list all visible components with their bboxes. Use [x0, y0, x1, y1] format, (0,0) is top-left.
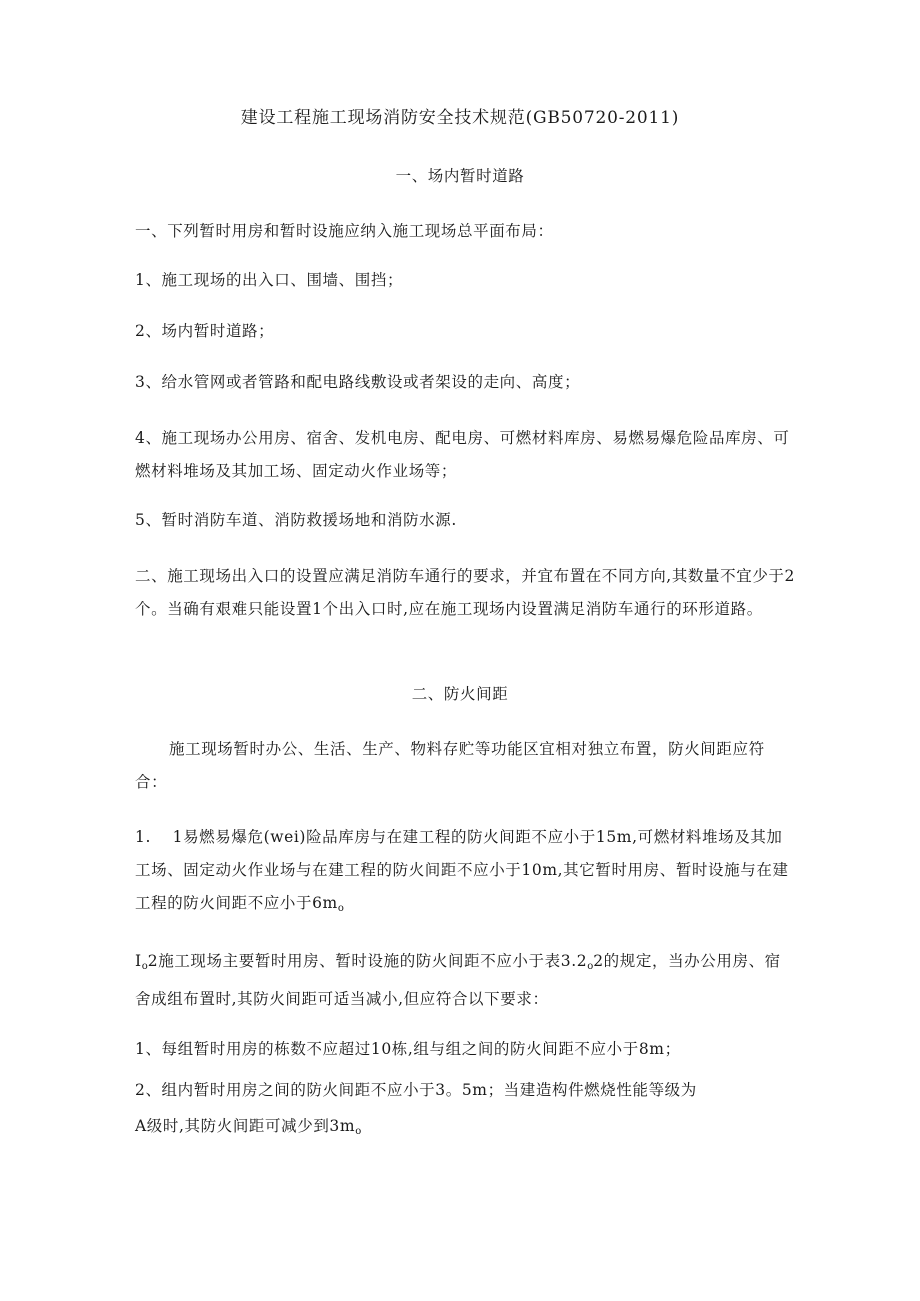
list-item-buildings: 4、施工现场办公用房、宿舍、发机电房、配电房、可燃材料库房、易燃易爆危险品库房、可燃材料堆场及其加工场、固定动火作业场等； — [135, 429, 790, 480]
section-heading-temporary-roads: 一、场内暂时道路 — [395, 167, 525, 185]
requirement-a-grade — [135, 1116, 795, 1142]
rule-1-text: 1. 1易燃易爆危(wei)险品库房与在建工程的防火间距不应小于15m,可燃材料堆场及其加工场、固定动火作业场与在建工程的防火间距不应小于10m,其它暂时用房、暂时设施与在建工程的防火间距不应小于6m — [135, 828, 789, 912]
rule-2-prefix-sub: o — [141, 961, 148, 972]
list-item-fire-lanes: 5、暂时消防车道、消防救援场地和消防水源. — [135, 511, 457, 529]
list-item-pipelines: 3、给水管网或者管路和配电路线敷设或者架设的走向、高度； — [135, 373, 581, 391]
list-item-roads: 2、场内暂时道路； — [135, 322, 275, 340]
paragraph-separation-rule-2 — [135, 945, 795, 1016]
requirement-a-grade-text: A级时,其防火间距可减少到3m — [135, 1117, 356, 1135]
paragraph-layout-intro: 一、下列暂时用房和暂时设施应纳入施工现场总平面布局： — [135, 222, 554, 240]
paragraph-separation-rule-1 — [135, 821, 795, 925]
rule-2-text: 2施工现场主要暂时用房、暂时设施的防火间距不应小于表3.2 — [147, 952, 588, 970]
rule-1-suffix: o — [337, 903, 344, 914]
document-title: 建设工程施工现场消防安全技术规范(GB50720-2011) — [240, 108, 680, 128]
rule-2-rest: 2的规定，当办公用房、宿舍成组布置时,其防火间距可适当减小,但应符合以下要求： — [135, 952, 781, 1008]
rule-2-prefix: I — [135, 952, 142, 970]
list-item-entrances: 1、施工现场的出入口、围墙、围挡； — [135, 271, 404, 289]
paragraph-separation-intro: 施工现场暂时办公、生活、生产、物料存贮等功能区宜相对独立布置，防火间距应符合： — [135, 740, 765, 791]
requirement-group-count: 1、每组暂时用房的栋数不应超过10栋,组与组之间的防火间距不应小于8m； — [135, 1040, 681, 1058]
requirement-inner-distance: 2、组内暂时用房之间的防火间距不应小于3。5m；当建造构件燃烧性能等级为 — [135, 1081, 697, 1099]
section-heading-fire-separation: 二、防火间距 — [411, 685, 509, 703]
requirement-a-grade-suffix: o — [355, 1126, 362, 1137]
paragraph-entrance-requirement: 二、施工现场出入口的设置应满足消防车通行的要求，并宜布置在不同方向,其数量不宜少于2个。当确有艰难只能设置1个出入口时,应在施工现场内设置满足消防车通行的环形道路。 — [135, 567, 795, 618]
rule-2-table-sub: o — [587, 961, 594, 972]
